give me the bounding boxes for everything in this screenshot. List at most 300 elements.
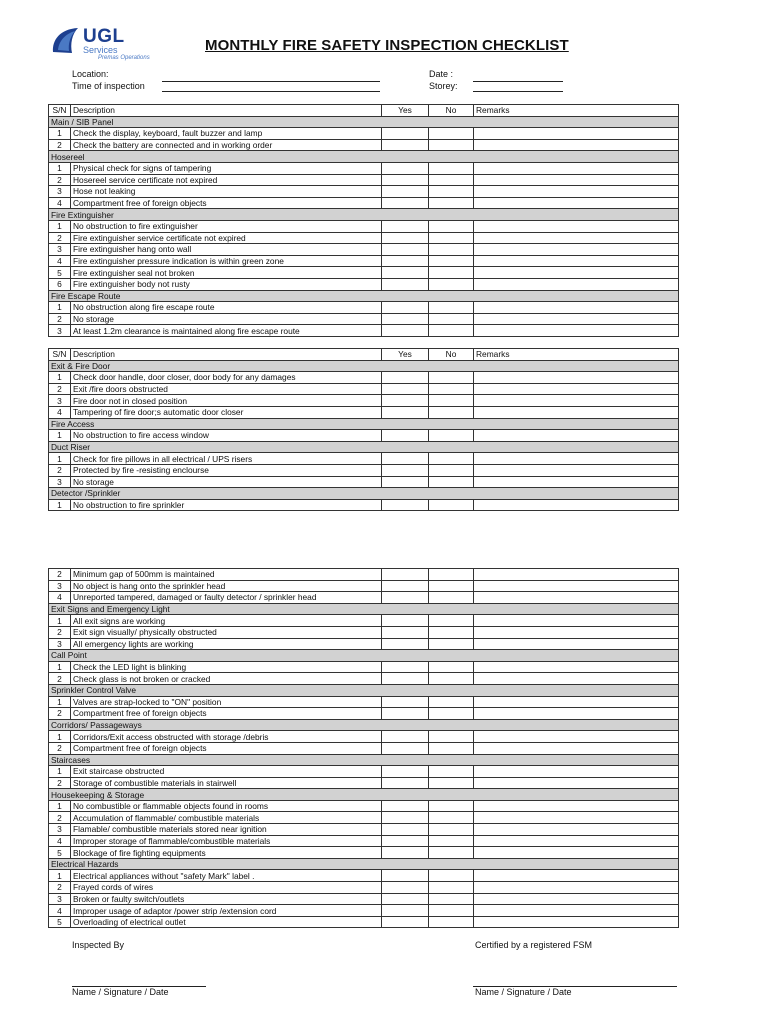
yes-checkbox-cell[interactable]	[382, 893, 429, 905]
remarks-cell[interactable]	[474, 766, 679, 778]
yes-checkbox-cell[interactable]	[382, 824, 429, 836]
table-row	[49, 174, 679, 186]
yes-checkbox-cell[interactable]	[382, 220, 429, 232]
item-description: Physical check for signs of tampering	[71, 162, 382, 174]
yes-checkbox-cell[interactable]	[382, 870, 429, 882]
yes-checkbox-cell[interactable]	[382, 128, 429, 140]
item-number: 2	[49, 742, 71, 754]
date-field[interactable]	[473, 81, 563, 82]
item-description: Broken or faulty switch/outlets	[71, 893, 382, 905]
yes-checkbox-cell[interactable]	[382, 777, 429, 789]
item-description: Fire extinguisher pressure indication is within green zone	[71, 255, 382, 267]
no-checkbox-cell[interactable]	[429, 325, 474, 337]
table-row	[49, 186, 679, 198]
no-checkbox-cell[interactable]	[429, 870, 474, 882]
item-number: 3	[49, 893, 71, 905]
item-description: Fire extinguisher service certificate not expired	[71, 232, 382, 244]
item-description: Improper usage of adaptor /power strip /extension cord	[71, 905, 382, 917]
yes-checkbox-cell[interactable]	[382, 696, 429, 708]
table-row	[49, 626, 679, 638]
item-description: Exit staircase obstructed	[71, 766, 382, 778]
time-field[interactable]	[162, 91, 380, 92]
remarks-cell[interactable]	[474, 255, 679, 267]
item-description: Corridors/Exit access obstructed with storage /debris	[71, 731, 382, 743]
remarks-cell[interactable]	[474, 592, 679, 604]
no-checkbox-cell[interactable]	[429, 139, 474, 151]
remarks-cell[interactable]	[474, 708, 679, 720]
item-number: 1	[49, 128, 71, 140]
no-checkbox-cell[interactable]	[429, 893, 474, 905]
section-title: Fire Extinguisher	[49, 209, 679, 221]
yes-checkbox-cell[interactable]	[382, 766, 429, 778]
yes-checkbox-cell[interactable]	[382, 882, 429, 894]
item-description: At least 1.2m clearance is maintained along fire escape route	[71, 325, 382, 337]
table-row	[49, 197, 679, 209]
no-checkbox-cell[interactable]	[429, 464, 474, 476]
checklist-table-2	[48, 348, 679, 511]
no-checkbox-cell[interactable]	[429, 673, 474, 685]
table-header-row	[49, 349, 679, 361]
remarks-cell[interactable]	[474, 777, 679, 789]
yes-checkbox-cell[interactable]	[382, 661, 429, 673]
no-checkbox-cell[interactable]	[429, 302, 474, 314]
table-row	[49, 777, 679, 789]
item-number: 2	[49, 882, 71, 894]
table-row	[49, 128, 679, 140]
yes-checkbox-cell[interactable]	[382, 812, 429, 824]
item-number: 4	[49, 255, 71, 267]
logo-tagline: Premas Operations	[98, 55, 150, 61]
table-row	[49, 464, 679, 476]
section-header-row	[49, 116, 679, 128]
table-row	[49, 661, 679, 673]
remarks-cell[interactable]	[474, 731, 679, 743]
no-checkbox-cell[interactable]	[429, 638, 474, 650]
item-number: 5	[49, 267, 71, 279]
item-description: Hose not leaking	[71, 186, 382, 198]
section-header-row	[49, 719, 679, 731]
section-header-row	[49, 684, 679, 696]
item-description: No storage	[71, 313, 382, 325]
no-checkbox-cell[interactable]	[429, 824, 474, 836]
yes-checkbox-cell[interactable]	[382, 162, 429, 174]
item-number: 4	[49, 592, 71, 604]
yes-checkbox-cell[interactable]	[382, 742, 429, 754]
remarks-cell[interactable]	[474, 615, 679, 627]
logo-subtitle: Services	[83, 45, 118, 55]
yes-checkbox-cell[interactable]	[382, 244, 429, 256]
item-description: No obstruction along fire escape route	[71, 302, 382, 314]
remarks-cell[interactable]	[474, 476, 679, 488]
table-row	[49, 615, 679, 627]
item-number: 1	[49, 696, 71, 708]
remarks-cell[interactable]	[474, 916, 679, 928]
no-checkbox-cell[interactable]	[429, 186, 474, 198]
yes-checkbox-cell[interactable]	[382, 430, 429, 442]
storey-field[interactable]	[473, 91, 563, 92]
item-number: 5	[49, 847, 71, 859]
item-number: 2	[49, 174, 71, 186]
item-number: 1	[49, 220, 71, 232]
remarks-cell[interactable]	[474, 232, 679, 244]
item-description: Flamable/ combustible materials stored near ignition	[71, 824, 382, 836]
table-row	[49, 278, 679, 290]
no-checkbox-cell[interactable]	[429, 592, 474, 604]
section-title: Staircases	[49, 754, 679, 766]
item-description: Electrical appliances without "safety Mark" label .	[71, 870, 382, 882]
remarks-cell[interactable]	[474, 186, 679, 198]
item-number: 1	[49, 453, 71, 465]
yes-checkbox-cell[interactable]	[382, 302, 429, 314]
section-title: Exit & Fire Door	[49, 360, 679, 372]
remarks-cell[interactable]	[474, 162, 679, 174]
yes-checkbox-cell[interactable]	[382, 139, 429, 151]
no-checkbox-cell[interactable]	[429, 499, 474, 511]
remarks-cell[interactable]	[474, 905, 679, 917]
yes-checkbox-cell[interactable]	[382, 406, 429, 418]
no-checkbox-cell[interactable]	[429, 708, 474, 720]
ugl-logo	[50, 26, 190, 66]
remarks-cell[interactable]	[474, 395, 679, 407]
table-row	[49, 302, 679, 314]
yes-checkbox-cell[interactable]	[382, 847, 429, 859]
page-title: MONTHLY FIRE SAFETY INSPECTION CHECKLIST	[205, 37, 569, 54]
no-checkbox-cell[interactable]	[429, 476, 474, 488]
remarks-cell[interactable]	[474, 742, 679, 754]
section-title: Fire Escape Route	[49, 290, 679, 302]
item-number: 2	[49, 464, 71, 476]
item-description: Improper storage of flammable/combustible materials	[71, 835, 382, 847]
table-row	[49, 742, 679, 754]
table-row	[49, 708, 679, 720]
no-checkbox-cell[interactable]	[429, 128, 474, 140]
table-row	[49, 232, 679, 244]
remarks-cell[interactable]	[474, 139, 679, 151]
table-row	[49, 847, 679, 859]
section-title: Main / SIB Panel	[49, 116, 679, 128]
item-number: 3	[49, 186, 71, 198]
yes-checkbox-cell[interactable]	[382, 916, 429, 928]
remarks-cell[interactable]	[474, 267, 679, 279]
yes-checkbox-cell[interactable]	[382, 313, 429, 325]
item-description: No combustible or flammable objects found in rooms	[71, 800, 382, 812]
yes-checkbox-cell[interactable]	[382, 267, 429, 279]
yes-checkbox-cell[interactable]	[382, 174, 429, 186]
item-description: Protected by fire -resisting enclourse	[71, 464, 382, 476]
item-number: 1	[49, 302, 71, 314]
item-number: 3	[49, 325, 71, 337]
yes-checkbox-cell[interactable]	[382, 569, 429, 581]
section-header-row	[49, 650, 679, 662]
remarks-cell[interactable]	[474, 893, 679, 905]
no-checkbox-cell[interactable]	[429, 220, 474, 232]
remarks-cell[interactable]	[474, 372, 679, 384]
no-checkbox-cell[interactable]	[429, 244, 474, 256]
yes-checkbox-cell[interactable]	[382, 592, 429, 604]
remarks-cell[interactable]	[474, 812, 679, 824]
no-checkbox-cell[interactable]	[429, 406, 474, 418]
remarks-cell[interactable]	[474, 302, 679, 314]
section-header-row	[49, 209, 679, 221]
no-checkbox-cell[interactable]	[429, 916, 474, 928]
item-number: 2	[49, 777, 71, 789]
remarks-cell[interactable]	[474, 499, 679, 511]
yes-checkbox-cell[interactable]	[382, 800, 429, 812]
no-checkbox-cell[interactable]	[429, 882, 474, 894]
remarks-cell[interactable]	[474, 661, 679, 673]
yes-checkbox-cell[interactable]	[382, 325, 429, 337]
section-title: Sprinkler Control Valve	[49, 684, 679, 696]
table-row	[49, 893, 679, 905]
item-number: 2	[49, 313, 71, 325]
item-number: 1	[49, 162, 71, 174]
no-checkbox-cell[interactable]	[429, 395, 474, 407]
table-row	[49, 372, 679, 384]
no-checkbox-cell[interactable]	[429, 812, 474, 824]
yes-checkbox-cell[interactable]	[382, 708, 429, 720]
no-checkbox-cell[interactable]	[429, 580, 474, 592]
table-row	[49, 244, 679, 256]
table-row	[49, 766, 679, 778]
item-description: Exit sign visually/ physically obstructed	[71, 626, 382, 638]
item-number: 1	[49, 372, 71, 384]
table-row	[49, 696, 679, 708]
item-description: Compartment free of foreign objects	[71, 197, 382, 209]
table-row	[49, 430, 679, 442]
date-label: Date :	[429, 69, 454, 79]
no-checkbox-cell[interactable]	[429, 453, 474, 465]
section-title: Duct Riser	[49, 441, 679, 453]
yes-checkbox-cell[interactable]	[382, 395, 429, 407]
inspected-by-label: Inspected By	[72, 940, 125, 950]
item-description: Compartment free of foreign objects	[71, 708, 382, 720]
no-checkbox-cell[interactable]	[429, 905, 474, 917]
remarks-cell[interactable]	[474, 453, 679, 465]
no-checkbox-cell[interactable]	[429, 661, 474, 673]
section-header-row	[49, 488, 679, 500]
remarks-cell[interactable]	[474, 128, 679, 140]
item-number: 2	[49, 383, 71, 395]
logo-brand: UGL	[83, 26, 125, 47]
yes-checkbox-cell[interactable]	[382, 476, 429, 488]
item-number: 2	[49, 626, 71, 638]
table-row	[49, 882, 679, 894]
item-number: 2	[49, 569, 71, 581]
checklist-table-1	[48, 104, 679, 337]
no-checkbox-cell[interactable]	[429, 777, 474, 789]
item-number: 1	[49, 661, 71, 673]
no-checkbox-cell[interactable]	[429, 569, 474, 581]
item-description: Check the display, keyboard, fault buzzer and lamp	[71, 128, 382, 140]
inspector-signature-caption: Name / Signature / Date	[72, 987, 169, 997]
section-title: Exit Signs and Emergency Light	[49, 603, 679, 615]
checklist-table-3	[48, 568, 679, 928]
yes-checkbox-cell[interactable]	[382, 278, 429, 290]
item-number: 3	[49, 476, 71, 488]
yes-checkbox-cell[interactable]	[382, 372, 429, 384]
section-title: Detector /Sprinkler	[49, 488, 679, 500]
item-description: Blockage of fire fighting equipments	[71, 847, 382, 859]
item-description: Tampering of fire door;s automatic door closer	[71, 406, 382, 418]
no-checkbox-cell[interactable]	[429, 267, 474, 279]
no-checkbox-cell[interactable]	[429, 800, 474, 812]
item-number: 4	[49, 197, 71, 209]
column-header-no: No	[429, 105, 474, 117]
no-checkbox-cell[interactable]	[429, 766, 474, 778]
item-number: 1	[49, 870, 71, 882]
yes-checkbox-cell[interactable]	[382, 638, 429, 650]
item-number: 6	[49, 278, 71, 290]
location-field[interactable]	[162, 81, 380, 82]
yes-checkbox-cell[interactable]	[382, 186, 429, 198]
remarks-cell[interactable]	[474, 197, 679, 209]
no-checkbox-cell[interactable]	[429, 197, 474, 209]
table-row	[49, 569, 679, 581]
remarks-cell[interactable]	[474, 673, 679, 685]
column-header-description: Description	[71, 105, 382, 117]
item-description: Compartment free of foreign objects	[71, 742, 382, 754]
item-number: 3	[49, 580, 71, 592]
certified-by-label: Certified by a registered FSM	[475, 940, 593, 950]
no-checkbox-cell[interactable]	[429, 731, 474, 743]
item-description: No object is hang onto the sprinkler head	[71, 580, 382, 592]
yes-checkbox-cell[interactable]	[382, 464, 429, 476]
remarks-cell[interactable]	[474, 824, 679, 836]
table-row	[49, 835, 679, 847]
item-description: No obstruction to fire access window	[71, 430, 382, 442]
item-description: Check the LED light is blinking	[71, 661, 382, 673]
no-checkbox-cell[interactable]	[429, 174, 474, 186]
remarks-cell[interactable]	[474, 580, 679, 592]
no-checkbox-cell[interactable]	[429, 742, 474, 754]
remarks-cell[interactable]	[474, 835, 679, 847]
yes-checkbox-cell[interactable]	[382, 255, 429, 267]
yes-checkbox-cell[interactable]	[382, 197, 429, 209]
table-row	[49, 267, 679, 279]
item-number: 1	[49, 731, 71, 743]
yes-checkbox-cell[interactable]	[382, 626, 429, 638]
table-row	[49, 325, 679, 337]
remarks-cell[interactable]	[474, 220, 679, 232]
item-description: No storage	[71, 476, 382, 488]
table-row	[49, 476, 679, 488]
no-checkbox-cell[interactable]	[429, 232, 474, 244]
yes-checkbox-cell[interactable]	[382, 673, 429, 685]
yes-checkbox-cell[interactable]	[382, 453, 429, 465]
no-checkbox-cell[interactable]	[429, 626, 474, 638]
item-number: 1	[49, 499, 71, 511]
no-checkbox-cell[interactable]	[429, 615, 474, 627]
remarks-cell[interactable]	[474, 383, 679, 395]
item-description: Check glass is not broken or cracked	[71, 673, 382, 685]
item-number: 1	[49, 766, 71, 778]
item-description: Check for fire pillows in all electrical / UPS risers	[71, 453, 382, 465]
item-description: Minimum gap of 500mm is maintained	[71, 569, 382, 581]
remarks-cell[interactable]	[474, 464, 679, 476]
table-row	[49, 499, 679, 511]
yes-checkbox-cell[interactable]	[382, 232, 429, 244]
item-number: 4	[49, 835, 71, 847]
yes-checkbox-cell[interactable]	[382, 731, 429, 743]
ugl-swoosh-icon	[50, 26, 84, 56]
remarks-cell[interactable]	[474, 870, 679, 882]
item-description: Fire door not in closed position	[71, 395, 382, 407]
item-description: Storage of combustible materials in stairwell	[71, 777, 382, 789]
section-title: Fire Access	[49, 418, 679, 430]
no-checkbox-cell[interactable]	[429, 162, 474, 174]
item-number: 3	[49, 395, 71, 407]
no-checkbox-cell[interactable]	[429, 255, 474, 267]
no-checkbox-cell[interactable]	[429, 278, 474, 290]
item-number: 4	[49, 905, 71, 917]
yes-checkbox-cell[interactable]	[382, 615, 429, 627]
yes-checkbox-cell[interactable]	[382, 835, 429, 847]
table-row	[49, 916, 679, 928]
section-header-row	[49, 360, 679, 372]
table-row	[49, 255, 679, 267]
remarks-cell[interactable]	[474, 800, 679, 812]
section-header-row	[49, 858, 679, 870]
item-number: 2	[49, 708, 71, 720]
yes-checkbox-cell[interactable]	[382, 905, 429, 917]
no-checkbox-cell[interactable]	[429, 383, 474, 395]
remarks-cell[interactable]	[474, 882, 679, 894]
table-row	[49, 139, 679, 151]
remarks-cell[interactable]	[474, 406, 679, 418]
table-row	[49, 406, 679, 418]
remarks-cell[interactable]	[474, 244, 679, 256]
item-description: Overloading of electrical outlet	[71, 916, 382, 928]
remarks-cell[interactable]	[474, 325, 679, 337]
remarks-cell[interactable]	[474, 569, 679, 581]
no-checkbox-cell[interactable]	[429, 847, 474, 859]
remarks-cell[interactable]	[474, 638, 679, 650]
table-row	[49, 162, 679, 174]
remarks-cell[interactable]	[474, 626, 679, 638]
column-header-yes: Yes	[382, 105, 429, 117]
section-title: Corridors/ Passageways	[49, 719, 679, 731]
item-description: Hosereel service certificate not expired	[71, 174, 382, 186]
table-row	[49, 580, 679, 592]
storey-label: Storey:	[429, 81, 458, 91]
item-description: Frayed cords of wires	[71, 882, 382, 894]
remarks-cell[interactable]	[474, 313, 679, 325]
no-checkbox-cell[interactable]	[429, 696, 474, 708]
item-number: 1	[49, 430, 71, 442]
table-row	[49, 383, 679, 395]
yes-checkbox-cell[interactable]	[382, 383, 429, 395]
item-number: 2	[49, 812, 71, 824]
section-title: Call Point	[49, 650, 679, 662]
remarks-cell[interactable]	[474, 696, 679, 708]
table-row	[49, 313, 679, 325]
item-description: Unreported tampered, damaged or faulty detector / sprinkler head	[71, 592, 382, 604]
column-header-remarks: Remarks	[474, 105, 679, 117]
no-checkbox-cell[interactable]	[429, 372, 474, 384]
yes-checkbox-cell[interactable]	[382, 499, 429, 511]
no-checkbox-cell[interactable]	[429, 835, 474, 847]
remarks-cell[interactable]	[474, 278, 679, 290]
remarks-cell[interactable]	[474, 847, 679, 859]
remarks-cell[interactable]	[474, 430, 679, 442]
section-header-row	[49, 754, 679, 766]
no-checkbox-cell[interactable]	[429, 313, 474, 325]
item-description: Fire extinguisher body not rusty	[71, 278, 382, 290]
remarks-cell[interactable]	[474, 174, 679, 186]
item-description: All exit signs are working	[71, 615, 382, 627]
no-checkbox-cell[interactable]	[429, 430, 474, 442]
yes-checkbox-cell[interactable]	[382, 580, 429, 592]
